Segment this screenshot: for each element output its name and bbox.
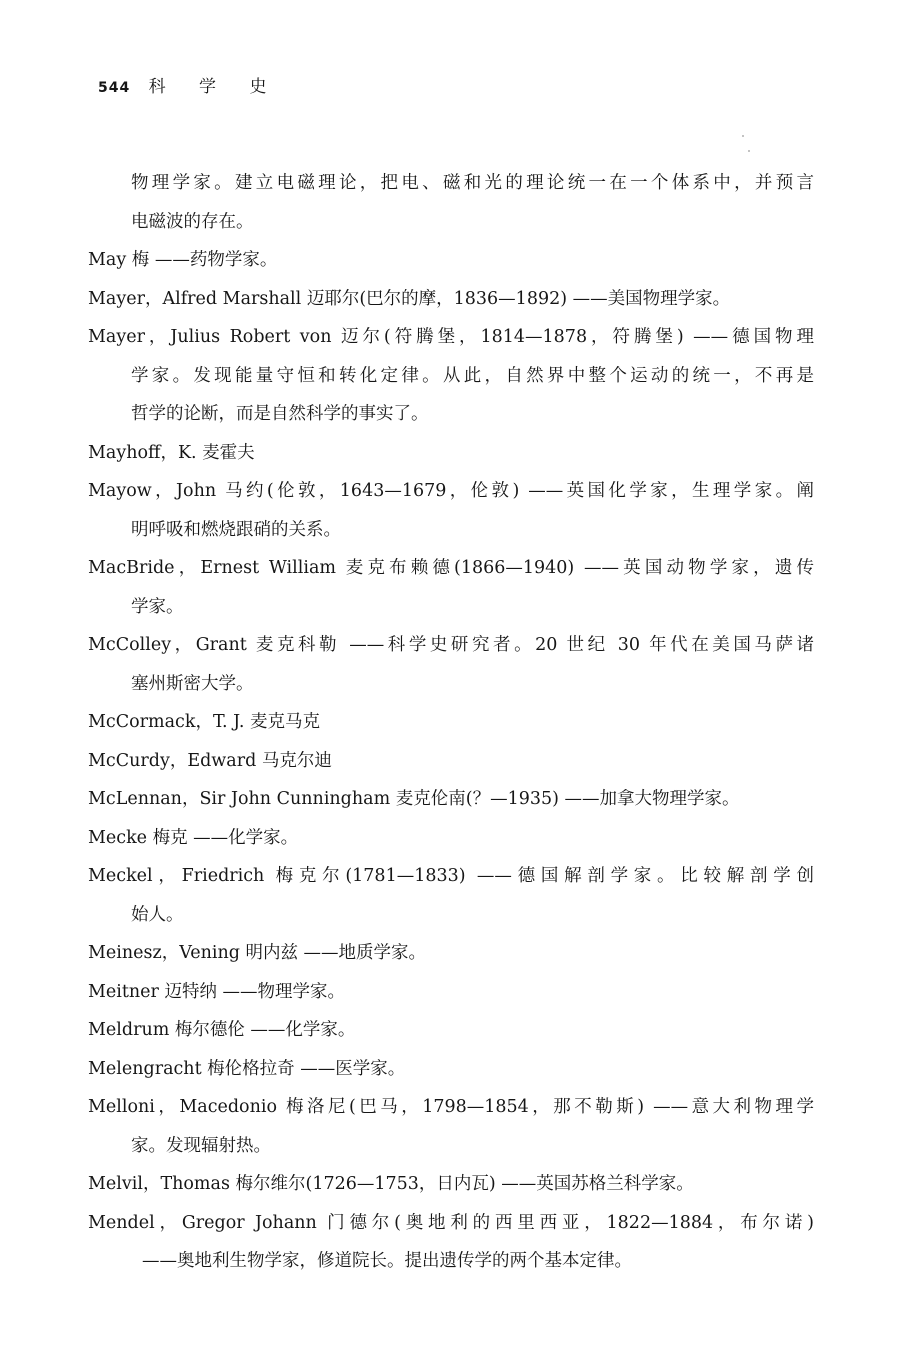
entry-line: Melvil，Thomas 梅尔维尔(1726—1753，日内瓦) ——英国苏格兰科学家。	[88, 1174, 694, 1194]
entry-continuation-line: ——奥地利生物学家，修道院长。提出遗传学的两个基本定律。	[142, 1251, 632, 1271]
running-title: 科 学 史	[148, 77, 281, 97]
running-head	[98, 72, 280, 97]
entry-line: McColley，Grant 麦克科勒 ——科学史研究者。20 世纪 30 年代在美国马萨诸	[88, 635, 814, 655]
entry-line: Mendel，Gregor Johann 门德尔(奥地利的西里西亚，1822—1884，布尔诺)	[88, 1212, 814, 1233]
entry-line: Mecke 梅克 ——化学家。	[88, 827, 299, 848]
glossary-entries	[0, 164, 900, 1281]
entry-line: Meckel，Friedrich 梅克尔(1781—1833) ——德国解剖学家。比较解剖学创	[88, 866, 814, 886]
entry-line: Mayhoff，K. 麦霍夫	[88, 442, 255, 463]
entry-line: McLennan，Sir John Cunningham 麦克伦南(？—1935) ——加拿大物理学家。	[88, 789, 740, 809]
entry-line: McCormack，T. J. 麦克马克	[88, 712, 320, 732]
entry-line: Melengracht 梅伦格拉奇 ——医学家。	[88, 1058, 406, 1079]
entry-continuation-line: 家。发现辐射热。	[131, 1135, 271, 1156]
entry-line: Melloni，Macedonio 梅洛尼(巴马，1798—1854，那不勒斯) ——意大利物理学	[88, 1097, 814, 1117]
entry-continuation-line: 哲学的论断，而是自然科学的事实了。	[131, 404, 429, 424]
entry-line: Mayer，Alfred Marshall 迈耶尔(巴尔的摩，1836—1892) ——美国物理学家。	[88, 288, 731, 309]
entry-line: Mayer，Julius Robert von 迈尔(符腾堡，1814—1878，符腾堡) ——德国物理	[88, 327, 814, 347]
entry-line: Meinesz，Vening 明内兹 ——地质学家。	[88, 943, 427, 963]
entry-line: McCurdy，Edward 马克尔迪	[88, 750, 332, 771]
entry-line: Mayow，John 马约(伦敦，1643—1679，伦敦) ——英国化学家，生理学家。阐	[88, 481, 814, 501]
entry-continuation-line: 学家。发现能量守恒和转化定律。从此，自然界中整个运动的统一，不再是	[131, 365, 814, 386]
entry-continuation-line: 始人。	[131, 904, 184, 925]
entry-continuation-line: 学家。	[131, 596, 184, 617]
paper-speck	[748, 150, 750, 152]
entry-continuation-line: 电磁波的存在。	[131, 211, 254, 232]
entry-continuation-line: 塞州斯密大学。	[131, 673, 254, 694]
entry-continuation-line: 物理学家。建立电磁理论，把电、磁和光的理论统一在一个体系中，并预言	[131, 173, 814, 193]
entry-line: Meitner 迈特纳 ——物理学家。	[88, 981, 346, 1002]
entry-line: MacBride，Ernest William 麦克布赖德(1866—1940) ——英国动物学家，遗传	[88, 558, 814, 578]
entry-line: Meldrum 梅尔德伦 ——化学家。	[88, 1020, 356, 1040]
paper-speck	[742, 135, 744, 137]
entry-continuation-line: 明呼吸和燃烧跟硝的关系。	[131, 519, 341, 540]
entry-line: May 梅 ——药物学家。	[88, 250, 278, 270]
page-number: 544	[98, 80, 131, 96]
